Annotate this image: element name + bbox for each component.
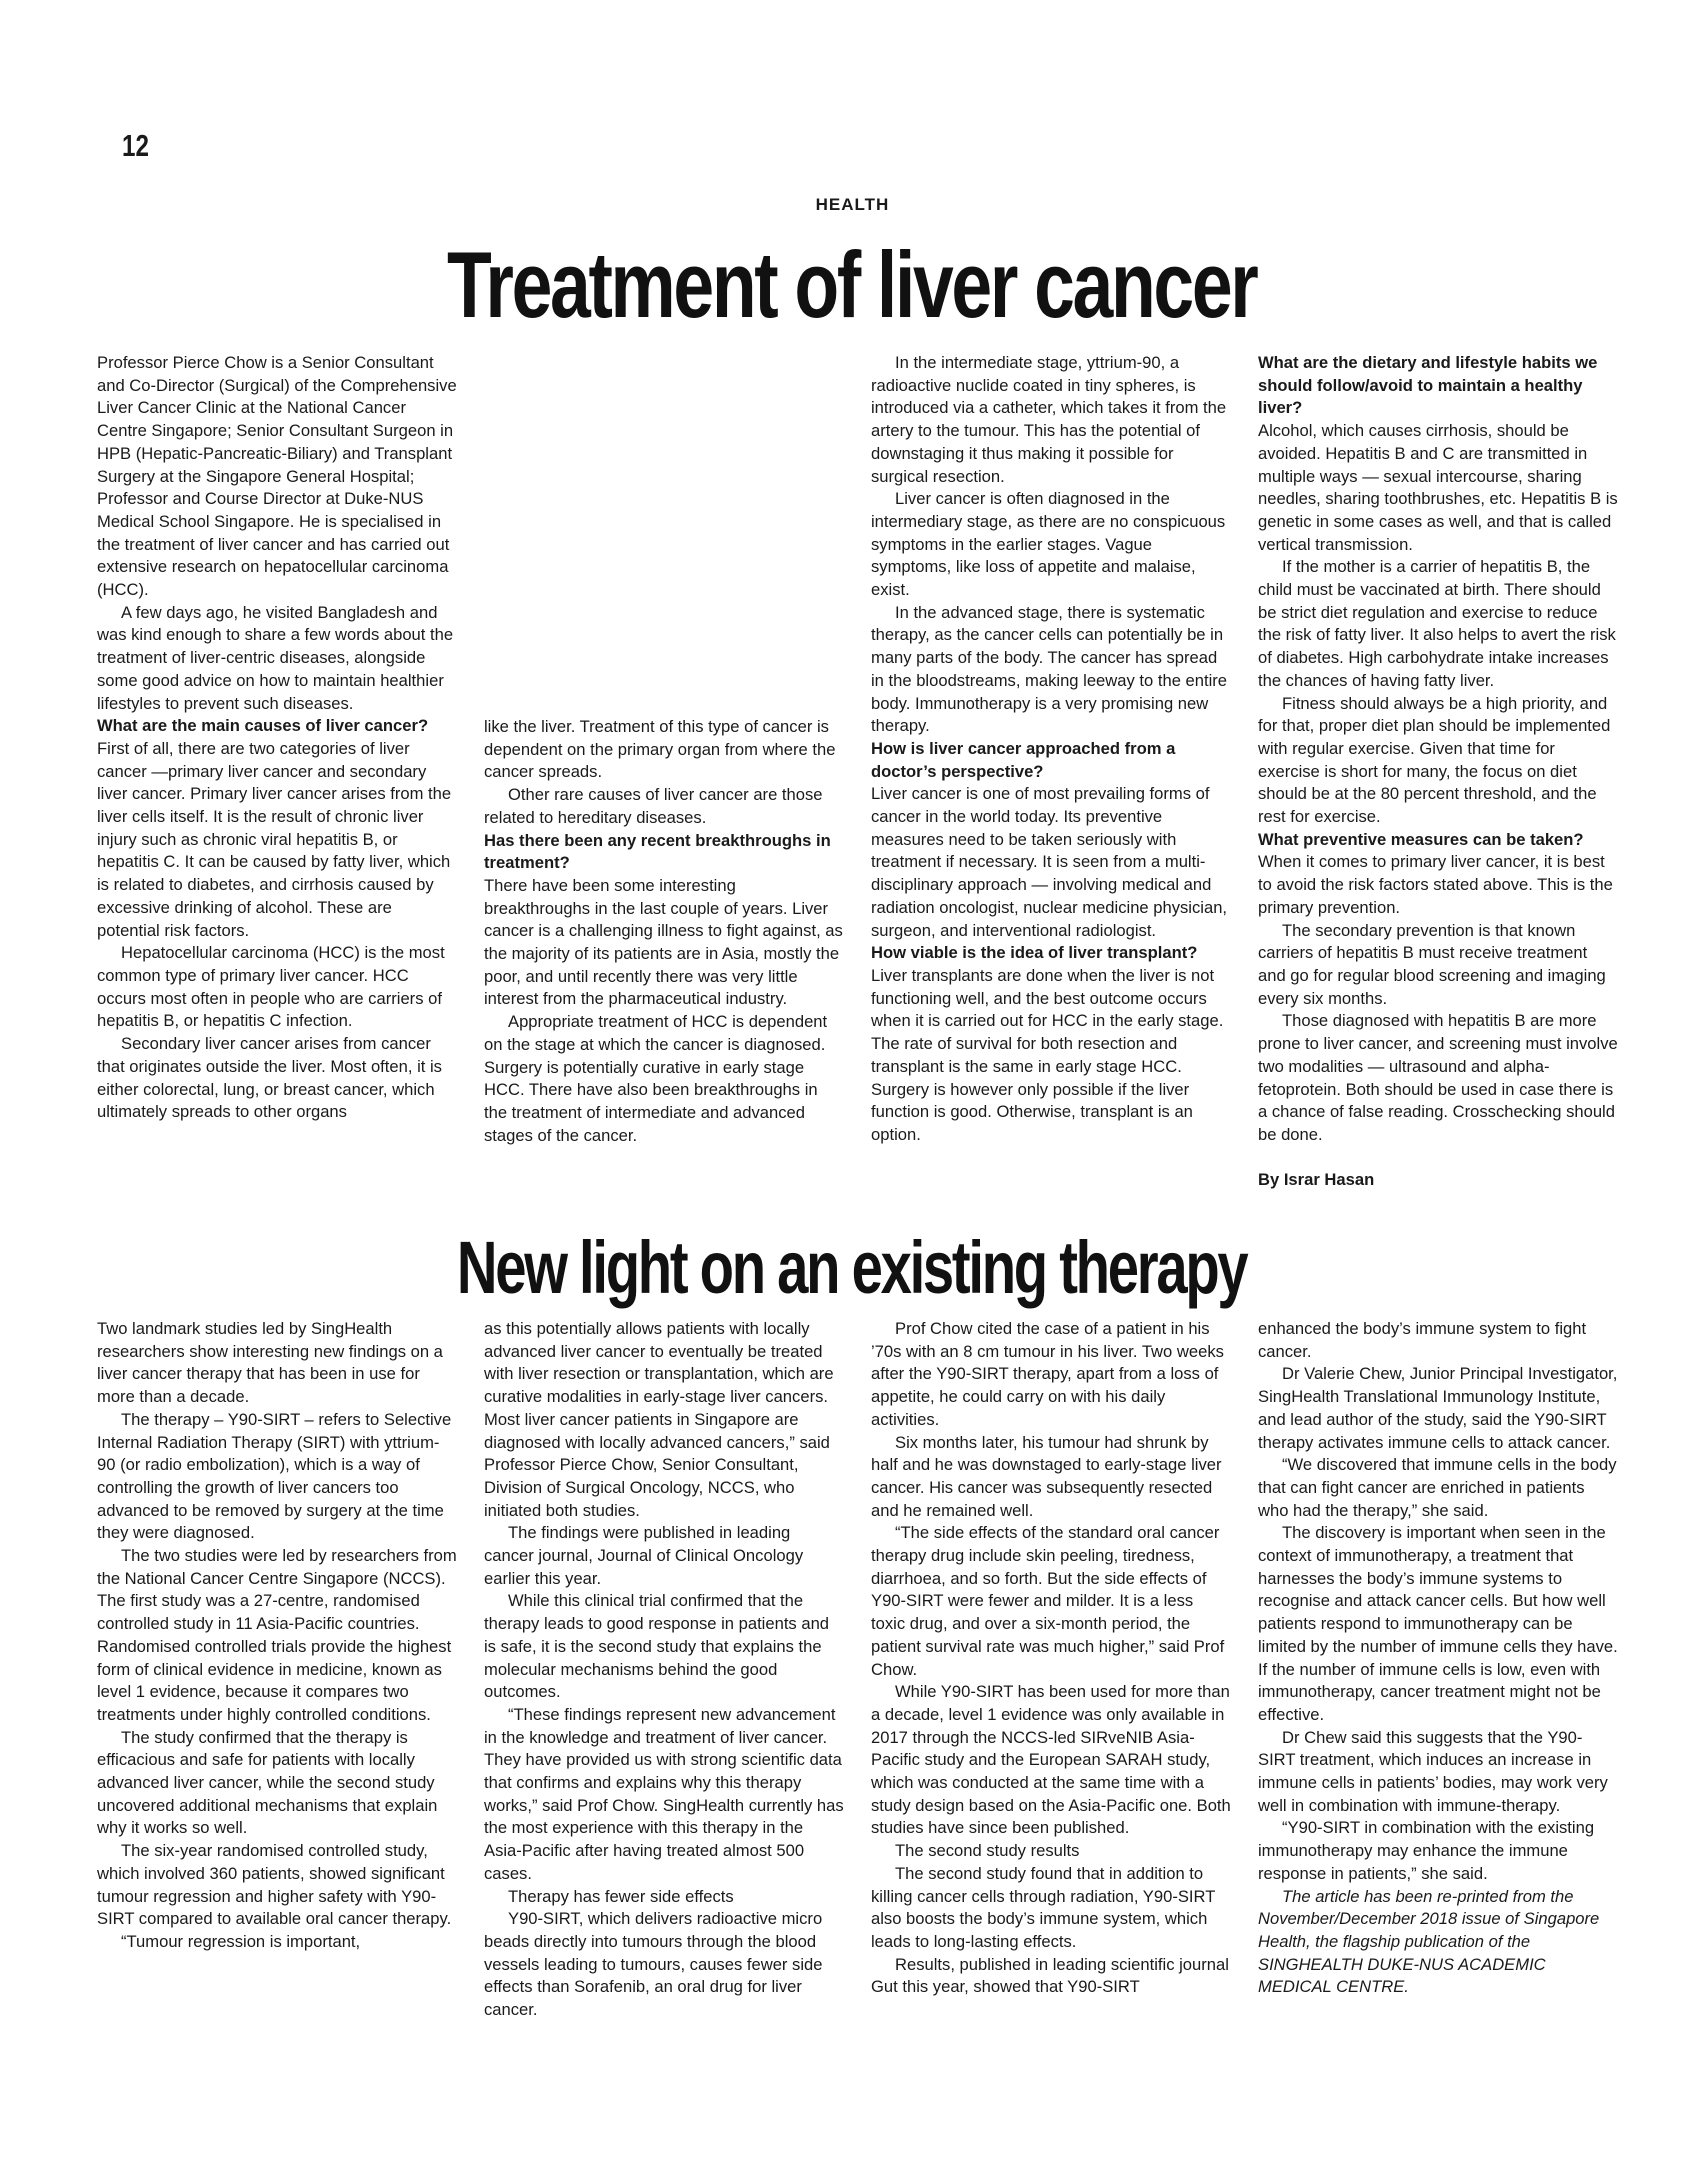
paragraph: Dr Valerie Chew, Junior Principal Investigator, SingHealth Translational Immunology Institute, and lead author of the study, said the Y90-SIRT therapy activates immune cells to attack cancer. [1258, 1364, 1618, 1452]
section-label: HEALTH [815, 195, 890, 214]
paragraph: Prof Chow cited the case of a patient in his ’70s with an 8 cm tumour in his liver. Two weeks after the Y90-SIRT therapy, apart from a loss of appetite, he could carry on with his daily activities. [871, 1319, 1224, 1429]
question-heading: What are the dietary and lifestyle habits we should follow/avoid to maintain a healthy liver? [1258, 353, 1598, 418]
paragraph: “We discovered that immune cells in the body that can fight cancer are enriched in patients who had the therapy,” she said. [1258, 1455, 1617, 1520]
paragraph: The study confirmed that the therapy is efficacious and safe for patients with locally advanced liver cancer, while the second study uncovered additional mechanisms that explain why it works so well. [97, 1727, 438, 1838]
paragraph: “These findings represent new advancement in the knowledge and treatment of liver cancer. They have provided us with strong scientific data that confirms and explains why this therapy works,” said Prof Chow. SingHealth currently has the most experience with this therapy in the Asia-Pacific after having treated almost 500 cases. [484, 1704, 844, 1883]
article-1-column-4 [1258, 352, 1618, 1191]
paragraph: In the intermediate stage, yttrium-90, a radioactive nuclide coated in tiny spheres, is introduced via a catheter, which takes it from the artery to the tumour. This has the potential of downstaging it thus making it possible for surgical resection. [871, 353, 1227, 486]
article-2-column-1 [97, 1318, 457, 1954]
byline: By Israr Hasan [1258, 1169, 1375, 1189]
paragraph: Other rare causes of liver cancer are those related to hereditary diseases. [484, 785, 823, 827]
subheading: The second study results [895, 1841, 1080, 1861]
reprint-note: The article has been re-printed from the November/December 2018 issue of Singapore Health, the flagship publication of the SINGHEALTH DUKE-NUS ACADEMIC MEDICAL CENTRE. [1258, 1886, 1600, 1997]
paragraph: “The side effects of the standard oral cancer therapy drug include skin peeling, tiredness, diarrhoea, and so forth. But the side effects of Y90-SIRT were fewer and milder. It is a less toxic drug, and over a six-month period, the patient survival rate was much higher,” said Prof Chow. [871, 1523, 1225, 1679]
article-1-headline: Treatment of liver cancer [446, 232, 1257, 337]
paragraph: While this clinical trial confirmed that the therapy leads to good response in patients and is safe, it is the second study that explains the molecular mechanisms behind the good outcomes. [484, 1591, 830, 1702]
page-number: 12 [122, 128, 149, 163]
paragraph: The two studies were led by researchers from the National Cancer Centre Singapore (NCCS). The first study was a 27-centre, randomised controlled study in 11 Asia-Pacific countries. Randomised controlled trials provide the highest form of clinical evidence in medicine, known as level 1 evidence, because it compares two treatments under highly controlled conditions. [97, 1546, 457, 1724]
paragraph: In the advanced stage, there is systematic therapy, as the cancer cells can potentially be in many parts of the body. The cancer has spread in the bloodstreams, making leeway to the entire body. Immunotherapy is a very promising new therapy. [871, 602, 1228, 736]
question-heading: How viable is the idea of liver transplant? [871, 943, 1198, 963]
paragraph: Secondary liver cancer arises from cancer that originates outside the liver. Most often, it is either colorectal, lung, or breast cancer, which ultimately spreads to other organs [97, 1034, 442, 1122]
paragraph: Fitness should always be a high priority, and for that, proper diet plan should be implemented with regular exercise. Given that time for exercise is short for many, the focus on diet should be at the 80 percent threshold, and the rest for exercise. [1258, 693, 1611, 827]
paragraph: Appropriate treatment of HCC is dependent on the stage at which the cancer is diagnosed. Surgery is potentially curative in early stage HCC. There have also been breakthroughs in the treatment of intermediate and advanced stages of the cancer. [484, 1012, 828, 1145]
paragraph: The discovery is important when seen in the context of immunotherapy, a treatment that harnesses the body’s immune systems to recognise and attack cancer cells. But how well patients respond to immunotherapy can be limited by the number of immune cells they have. If the number of immune cells is low, even with immunotherapy, cancer treatment might not be effective. [1258, 1523, 1618, 1724]
paragraph: Six months later, his tumour had shrunk by half and he was downstaged to early-stage liver cancer. His cancer was subsequently resected and he remained well. [871, 1432, 1222, 1520]
paragraph: There have been some interesting breakthroughs in the last couple of years. Liver cancer is a challenging illness to fight against, as the majority of its patients are in Asia, mostly the poor, and until recently there was very little interest from the pharmaceutical industry. [484, 875, 843, 1009]
paragraph: Those diagnosed with hepatitis B are more prone to liver cancer, and screening must involve two modalities — ultrasound and alpha-fetoprotein. Both should be used in case there is a chance of false reading. Crosschecking should be done. [1258, 1011, 1618, 1144]
paragraph: A few days ago, he visited Bangladesh and was kind enough to share a few words about the treatment of liver-centric diseases, alongside some good advice on how to maintain healthier lifestyles to prevent such diseases. [97, 602, 454, 713]
article-2-column-4 [1258, 1318, 1618, 1999]
paragraph: “Tumour regression is important, [121, 1931, 361, 1951]
paragraph: The therapy – Y90-SIRT – refers to Selective Internal Radiation Therapy (SIRT) with yttrium-90 (or radio embolization), which is a way of controlling the growth of liver cancers too advanced to be removed by surgery at the time they were diagnosed. [97, 1409, 452, 1543]
paragraph: Y90-SIRT, which delivers radioactive micro beads directly into tumours through the blood vessels leading to tumours, causes fewer side effects than Sorafenib, an oral drug for liver cancer. [484, 1909, 823, 2020]
article-2-column-3 [871, 1318, 1231, 1999]
paragraph: “Y90-SIRT in combination with the existing immunotherapy may enhance the immune response in patients,” she said. [1258, 1818, 1595, 1883]
paragraph: The second study found that in addition to killing cancer cells through radiation, Y90-SIRT also boosts the body’s immune system, which leads to long-lasting effects. [871, 1863, 1216, 1951]
article-1-column-2 [484, 716, 844, 1147]
question-heading: How is liver cancer approached from a doctor’s perspective? [871, 738, 1176, 781]
question-heading: Has there been any recent breakthroughs in treatment? [484, 830, 831, 873]
paragraph: The six-year randomised controlled study, which involved 360 patients, showed significant tumour regression and higher safety with Y90-SIRT compared to available oral cancer therapy. [97, 1841, 452, 1929]
paragraph: Liver transplants are done when the liver is not functioning well, and the best outcome occurs when it is carried out for HCC in the early stage. The rate of survival for both resection and transplant is the same in early stage HCC. Surgery is however only possible if the liver function is good. Otherwise, transplant is an option. [871, 965, 1224, 1144]
paragraph: If the mother is a carrier of hepatitis B, the child must be vaccinated at birth. There should be strict diet regulation and exercise to reduce the risk of fatty liver. It also helps to avert the risk of diabetes. High carbohydrate intake increases the chances of having fatty liver. [1258, 557, 1616, 690]
paragraph: Two landmark studies led by SingHealth researchers show interesting new findings on a liver cancer therapy that has been in use for more than a decade. [97, 1319, 443, 1407]
paragraph: like the liver. Treatment of this type of cancer is dependent on the primary organ from where the cancer spreads. [484, 717, 836, 782]
paragraph: Results, published in leading scientific journal Gut this year, showed that Y90-SIRT [871, 1954, 1229, 1997]
paragraph: While Y90-SIRT has been used for more than a decade, level 1 evidence was only available in 2017 through the NCCS-led SIRveNIB Asia-Pacific study and the European SARAH study, which was conducted at the same time with a study design based on the Asia-Pacific one. Both studies have since been published. [871, 1682, 1231, 1838]
article-2-column-2 [484, 1318, 844, 2022]
paragraph: Liver cancer is often diagnosed in the intermediary stage, as there are no conspicuous symptoms in the earlier stages. Vague symptoms, like loss of appetite and malaise, exist. [871, 489, 1226, 600]
paragraph: Hepatocellular carcinoma (HCC) is the most common type of primary liver cancer. HCC occurs most often in people who are carriers of hepatitis B, or hepatitis C infection. [97, 943, 445, 1031]
article-1-column-3 [871, 352, 1231, 1147]
subheading: Therapy has fewer side effects [508, 1886, 734, 1906]
question-heading: What preventive measures can be taken? [1258, 829, 1584, 849]
paragraph: Liver cancer is one of most prevailing forms of cancer in the world today. Its preventive measures need to be taken seriously with treatment if necessary. It is seen from a multi-disciplinary approach — involving medical and radiation oncologist, nuclear medicine physician, surgeon, and interventional radiologist. [871, 784, 1228, 940]
paragraph: The findings were published in leading cancer journal, Journal of Clinical Oncology earlier this year. [484, 1523, 804, 1588]
paragraph: as this potentially allows patients with locally advanced liver cancer to eventually be treated with liver resection or transplantation, which are curative modalities in early-stage liver cancers. Most liver cancer patients in Singapore are diagnosed with locally advanced cancers,” said Professor Pierce Chow, Senior Consultant, Division of Surgical Oncology, NCCS, who initiated both studies. [484, 1319, 834, 1520]
paragraph: Alcohol, which causes cirrhosis, should be avoided. Hepatitis B and C are transmitted in multiple ways — sexual intercourse, sharing needles, sharing toothbrushes, etc. Hepatitis B is genetic in some cases as well, and that is called vertical transmission. [1258, 421, 1618, 554]
paragraph: First of all, there are two categories of liver cancer —primary liver cancer and secondary liver cancer. Primary liver cancer arises from the liver cells itself. It is the result of chronic liver injury such as chronic viral hepatitis B, or hepatitis C. It can be caused by fatty liver, which is related to diabetes, and cirrhosis caused by excessive drinking of alcohol. These are potential risk factors. [97, 738, 452, 940]
paragraph: When it comes to primary liver cancer, it is best to avoid the risk factors stated above. This is the primary prevention. [1258, 852, 1613, 917]
paragraph: Dr Chew said this suggests that the Y90-SIRT treatment, which induces an increase in immune cells in patients’ bodies, may work very well in combination with immune-therapy. [1258, 1727, 1608, 1815]
paragraph: Professor Pierce Chow is a Senior Consultant and Co-Director (Surgical) of the Comprehensive Liver Cancer Clinic at the National Cancer Centre Singapore; Senior Consultant Surgeon in HPB (Hepatic-Pancreatic-Biliary) and Transplant Surgery at the Singapore General Hospital; Professor and Course Director at Duke-NUS Medical School Singapore. He is specialised in the treatment of liver cancer and has carried out extensive research on hepatocellular carcinoma (HCC). [97, 353, 457, 600]
paragraph: The secondary prevention is that known carriers of hepatitis B must receive treatment and go for regular blood screening and imaging every six months. [1258, 920, 1606, 1008]
paragraph: enhanced the body’s immune system to fight cancer. [1258, 1319, 1587, 1361]
question-heading: What are the main causes of liver cancer? [97, 716, 429, 736]
article-2-headline: New light on an existing therapy [456, 1226, 1247, 1309]
article-1-column-1 [97, 352, 457, 1124]
